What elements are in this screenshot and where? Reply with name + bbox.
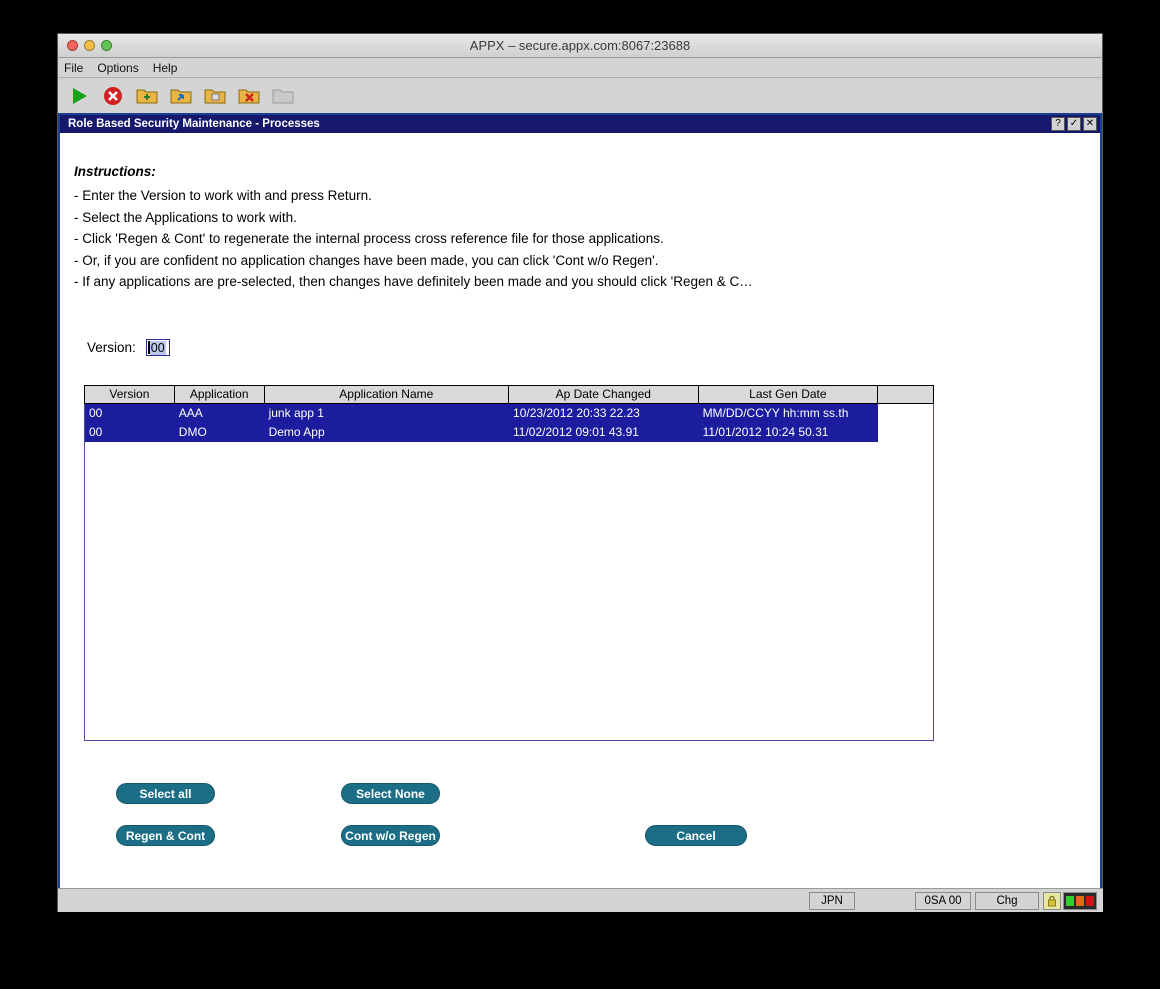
instruction-line-5: - If any applications are pre-selected, then changes have definitely been made and you should click 'Regen & C… <box>74 274 753 289</box>
instructions-heading: Instructions: <box>74 164 156 179</box>
grid-header-row <box>84 385 934 404</box>
folder-delete-icon[interactable] <box>236 83 262 109</box>
window-title: APPX – secure.appx.com:8067:23688 <box>469 38 691 53</box>
zoom-window-button[interactable] <box>101 40 112 51</box>
traffic-light-buttons[interactable] <box>67 40 112 51</box>
dialog-title: Role Based Security Maintenance - Processes <box>68 118 320 130</box>
help-button[interactable]: ? <box>1051 117 1065 131</box>
led-red <box>1086 896 1094 906</box>
dialog-body <box>60 133 1100 910</box>
cell-application: DMO <box>178 425 207 439</box>
folder-save-icon[interactable] <box>202 83 228 109</box>
instruction-line-2: - Select the Applications to work with. <box>74 209 297 225</box>
grid-rows[interactable] <box>84 404 934 741</box>
version-row <box>87 339 170 356</box>
security-maintenance-dialog <box>58 113 1102 912</box>
statusbar <box>58 888 1103 912</box>
regen-and-continue-button[interactable]: Regen & Cont <box>116 825 215 846</box>
column-header-extra <box>878 386 933 403</box>
status-language: JPN <box>809 892 855 910</box>
menu-item-help[interactable]: Help <box>152 60 178 75</box>
cell-last-gen-date: 11/01/2012 10:24 50.31 <box>702 425 829 439</box>
table-row[interactable] <box>85 423 933 442</box>
lock-icon <box>1043 892 1061 910</box>
column-header-last-gen-date: Last Gen Date <box>699 386 879 403</box>
cell-application-name: Demo App <box>268 425 325 439</box>
folder-new-icon[interactable] <box>134 83 160 109</box>
continue-without-regen-button[interactable]: Cont w/o Regen <box>341 825 440 846</box>
menubar[interactable] <box>58 58 1102 78</box>
instruction-line-3: - Click 'Regen & Cont' to regenerate the internal process cross reference file for those applications. <box>74 231 664 246</box>
instruction-line-4: - Or, if you are confident no application changes have been made, you can click 'Cont w/o Regen'. <box>74 252 659 268</box>
minimize-window-button[interactable] <box>84 40 95 51</box>
cancel-button[interactable]: Cancel <box>645 825 747 846</box>
cell-version: 00 <box>89 406 103 420</box>
toolbar[interactable] <box>58 78 1102 115</box>
status-mode: Chg <box>975 892 1039 910</box>
instructions-block <box>74 164 1054 293</box>
version-input-value: 00 <box>150 340 165 355</box>
cell-application-name: junk app 1 <box>268 406 324 420</box>
cell-ap-date-changed: 11/02/2012 09:01 43.91 <box>513 425 639 439</box>
instruction-line-1: - Enter the Version to work with and press Return. <box>74 188 372 203</box>
confirm-button[interactable]: ✓ <box>1067 117 1081 131</box>
column-header-ap-date-changed: Ap Date Changed <box>509 386 699 403</box>
select-all-button[interactable]: Select all <box>116 783 215 804</box>
version-label: Version: <box>87 340 136 355</box>
close-window-button[interactable] <box>67 40 78 51</box>
cell-version: 00 <box>89 425 103 439</box>
select-none-button[interactable]: Select None <box>341 783 440 804</box>
window-titlebar[interactable] <box>58 34 1102 58</box>
status-leds <box>1063 892 1097 910</box>
cell-extra <box>878 423 933 442</box>
status-session: 0SA 00 <box>915 892 971 910</box>
led-orange <box>1076 896 1084 906</box>
folder-disabled-icon <box>270 83 296 109</box>
version-input[interactable] <box>146 339 170 356</box>
led-green <box>1066 896 1074 906</box>
folder-open-icon[interactable] <box>168 83 194 109</box>
cell-extra <box>878 404 933 423</box>
cell-last-gen-date: MM/DD/CCYY hh:mm ss.th <box>702 406 849 420</box>
dialog-window-controls[interactable] <box>1051 117 1097 131</box>
cell-application: AAA <box>178 406 203 420</box>
run-icon[interactable] <box>66 83 92 109</box>
column-header-application-name: Application Name <box>265 386 509 403</box>
menu-item-options[interactable]: Options <box>97 60 139 75</box>
dialog-titlebar[interactable] <box>60 115 1100 133</box>
column-header-version: Version <box>85 386 175 403</box>
table-row[interactable] <box>85 404 933 423</box>
column-header-application: Application <box>175 386 265 403</box>
cell-ap-date-changed: 10/23/2012 20:33 22.23 <box>513 406 640 420</box>
stop-icon[interactable] <box>100 83 126 109</box>
menu-item-file[interactable]: File <box>64 60 84 75</box>
close-dialog-button[interactable]: ✕ <box>1083 117 1097 131</box>
